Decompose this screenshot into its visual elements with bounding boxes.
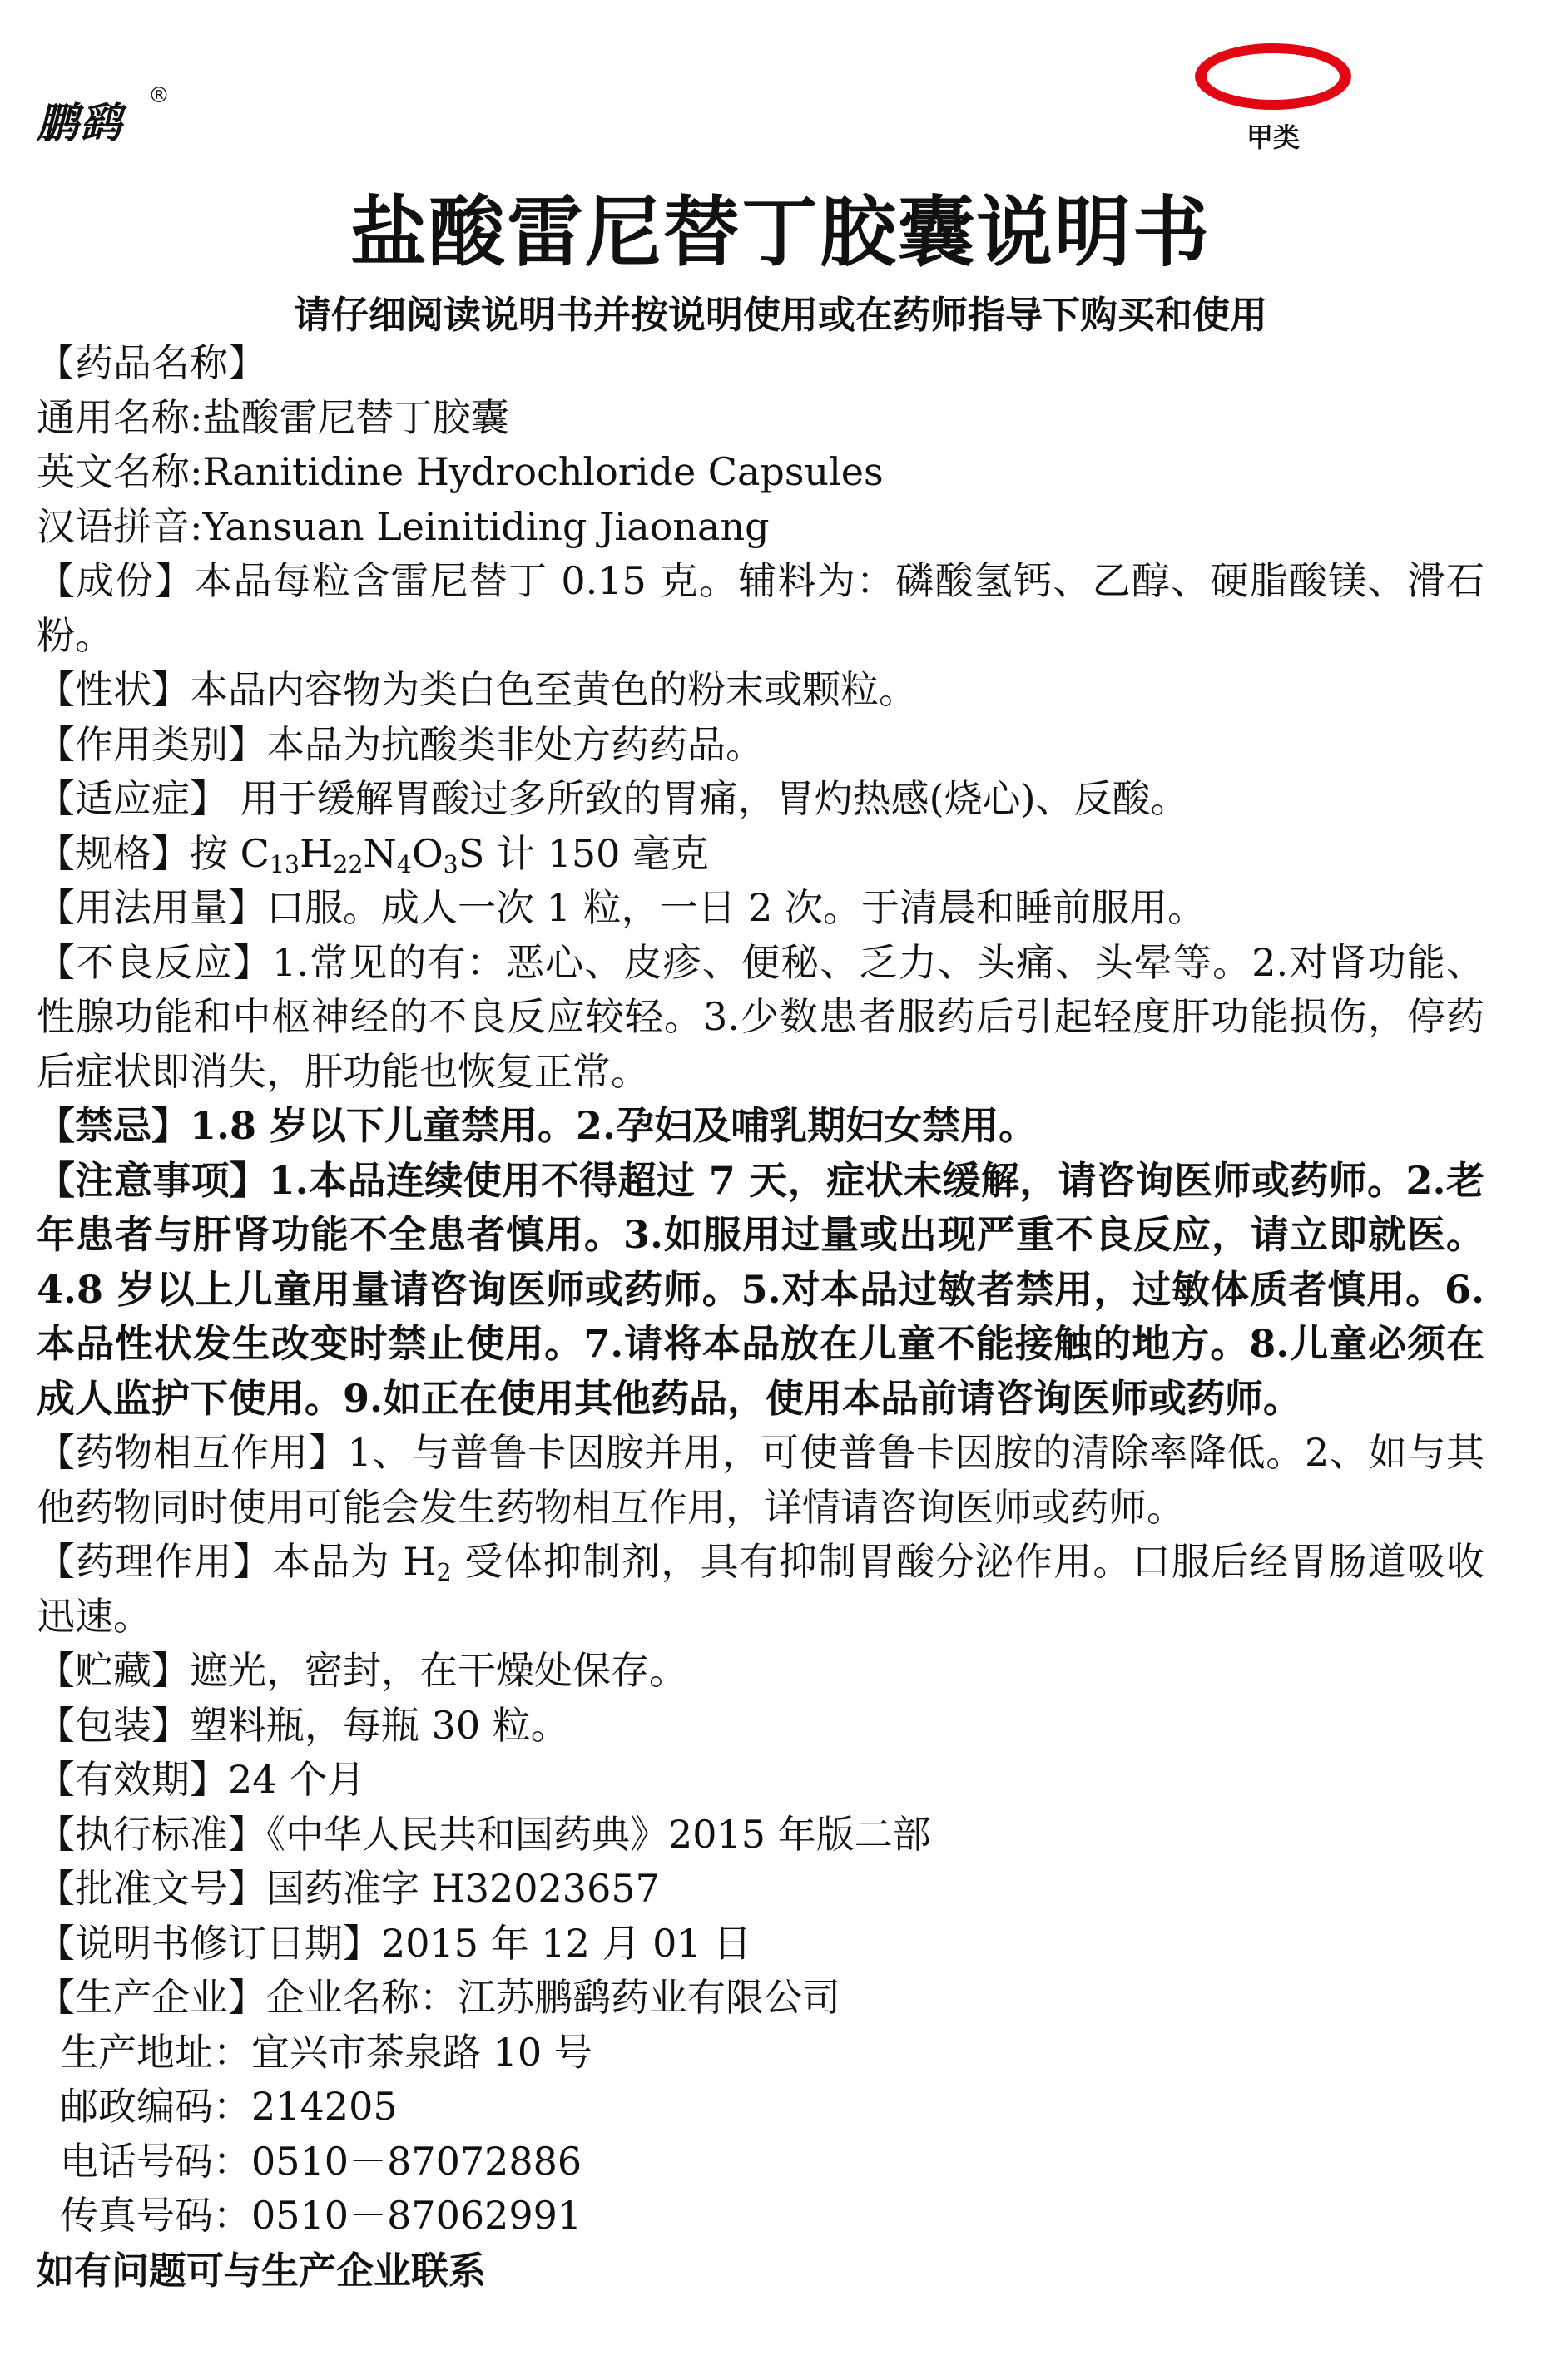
h2-formula: $H_2$ [403,1539,452,1587]
section-approval [37,1862,1484,1917]
section-composition [37,554,1484,663]
pharmacology-label: 【药理作用】 [37,1539,273,1584]
pinyin-name: 汉语拼音:Yansuan Leinitiding Jiaonang [37,503,770,549]
contraindications-text: 1.8 岁以下儿童禁用。2.孕妇及哺乳期妇女禁用。 [190,1103,1038,1148]
standard-label: 【执行标准】 [37,1811,266,1857]
validity-label: 【有效期】 [37,1757,228,1802]
otc-category: 甲类 [1246,121,1300,153]
section-revision-date [37,1917,1484,1972]
section-drug-name-label [37,336,1484,391]
dosage-label: 【用法用量】 [37,885,266,930]
category-label: 【作用类别】 [37,721,266,767]
approval-label: 【批准文号】 [37,1866,266,1911]
section-contraindications [37,1099,1484,1154]
page-title: 盐酸雷尼替丁胶囊说明书 [349,188,1211,277]
otc-badge-text: OTC [1217,49,1329,104]
section-pharmacology [37,1535,1484,1644]
pharmacology-text-before: 本品为 [272,1539,404,1584]
section-appearance [37,663,1484,718]
storage-text: 遮光，密封，在干燥处保存。 [190,1648,687,1693]
page-subtitle: 请仔细阅读说明书并按说明使用或在药师指导下购买和使用 [293,293,1267,337]
brand-logo: 鹏鹞 [37,99,123,147]
section-dosage [37,881,1484,936]
validity-text: 24 个月 [228,1757,366,1802]
appearance-text: 本品内容物为类白色至黄色的粉末或颗粒。 [190,667,917,712]
manufacturer-name: 企业名称：江苏鹏鹞药业有限公司 [266,1975,840,2020]
otc-badge [1195,43,1351,110]
english-name: 英文名称:Ranitidine Hydrochloride Capsules [37,449,884,494]
indications-text: 用于缓解胃酸过多所致的胃痛，胃灼热感(烧心)、反酸。 [228,776,1189,821]
chemical-formula: $C_{13}H_{22}N_4O_3S$ [240,830,485,878]
section-precautions [37,1154,1484,1427]
precautions-label: 【注意事项】 [37,1157,269,1203]
specification-prefix: 按 [190,830,240,876]
manufacturer-fax: 传真号码：0510－87062991 [60,2193,582,2238]
dosage-text: 口服。成人一次 1 粒，一日 2 次。于清晨和睡前服用。 [266,885,1207,930]
pharmacology-text-after: 受体抑制剂，具有抑制胃酸分泌作用。口服后经胃肠道吸收迅速。 [37,1539,1484,1639]
adverse-text: 1.常见的有：恶心、皮疹、便秘、乏力、头痛、头晕等。2.对肾功能、性腺功能和中枢神经的不良反应较轻。3.少数患者服药后引起轻度肝功能损伤，停药后症状即消失，肝功能也恢复正常。 [37,939,1485,1094]
drug-name-label: 【药品名称】 [37,340,266,385]
specification-suffix: 计 150 毫克 [484,830,710,876]
section-validity [37,1753,1484,1808]
specification-label: 【规格】 [37,830,190,876]
category-text: 本品为抗酸类非处方药药品。 [266,721,764,767]
composition-label: 【成份】 [37,558,195,603]
section-adverse-reactions [37,936,1484,1100]
contact-note: 如有问题可与生产企业联系 [37,2248,487,2293]
appearance-label: 【性状】 [37,667,190,712]
revision-date-text: 2015 年 12 月 01 日 [381,1920,752,1966]
package-label: 【包装】 [37,1702,190,1748]
standard-text: 《中华人民共和国药典》2015 年版二部 [266,1811,931,1857]
revision-date-label: 【说明书修订日期】 [37,1920,381,1966]
interactions-text: 1、与普鲁卡因胺并用，可使普鲁卡因胺的清除率降低。2、如与其他药物同时使用可能会发生药物相互作用，详情请咨询医师或药师。 [37,1430,1484,1530]
section-storage [37,1644,1484,1699]
section-standard [37,1808,1484,1863]
storage-label: 【贮藏】 [37,1648,190,1693]
section-specification [37,827,1484,882]
section-manufacturer [37,1971,1484,2026]
adverse-label: 【不良反应】 [37,939,273,985]
section-package [37,1699,1484,1754]
leaflet-body [37,336,1484,2298]
manufacturer-address: 生产地址：宜兴市茶泉路 10 号 [60,2029,592,2075]
precautions-text: 1.本品连续使用不得超过 7 天，症状未缓解，请咨询医师或药师。2.老年患者与肝肾功能不全患者慎用。3.如服用过量或出现严重不良反应，请立即就医。4.8 岁以上儿童用量请咨询医师或药师。5.对本品过敏者禁用，过敏体质者慎用。6.本品性状发生改变时禁止使用。7.请将本品放在儿童不能接触的地方。8.儿童必须在成人监护下使用。9.如正在使用其他药品，使用本品前请咨询医师或药师。 [37,1157,1484,1421]
composition-text: 本品每粒含雷尼替丁 0.15 克。辅料为：磷酸氢钙、乙醇、硬脂酸镁、滑石粉。 [37,558,1485,658]
manufacturer-phone: 电话号码：0510－87072886 [60,2138,582,2184]
manufacturer-label: 【生产企业】 [37,1975,266,2020]
registered-mark: ® [148,83,170,108]
manufacturer-postcode: 邮政编码：214205 [60,2084,398,2129]
package-text: 塑料瓶，每瓶 30 粒。 [190,1702,569,1748]
indications-label: 【适应症】 [37,776,228,821]
section-indications [37,772,1484,827]
generic-name: 通用名称:盐酸雷尼替丁胶囊 [37,394,509,440]
section-category [37,718,1484,773]
section-interactions [37,1426,1484,1535]
interactions-label: 【药物相互作用】 [37,1430,348,1475]
contraindications-label: 【禁忌】 [37,1103,190,1148]
approval-text: 国药准字 H32023657 [266,1866,660,1911]
